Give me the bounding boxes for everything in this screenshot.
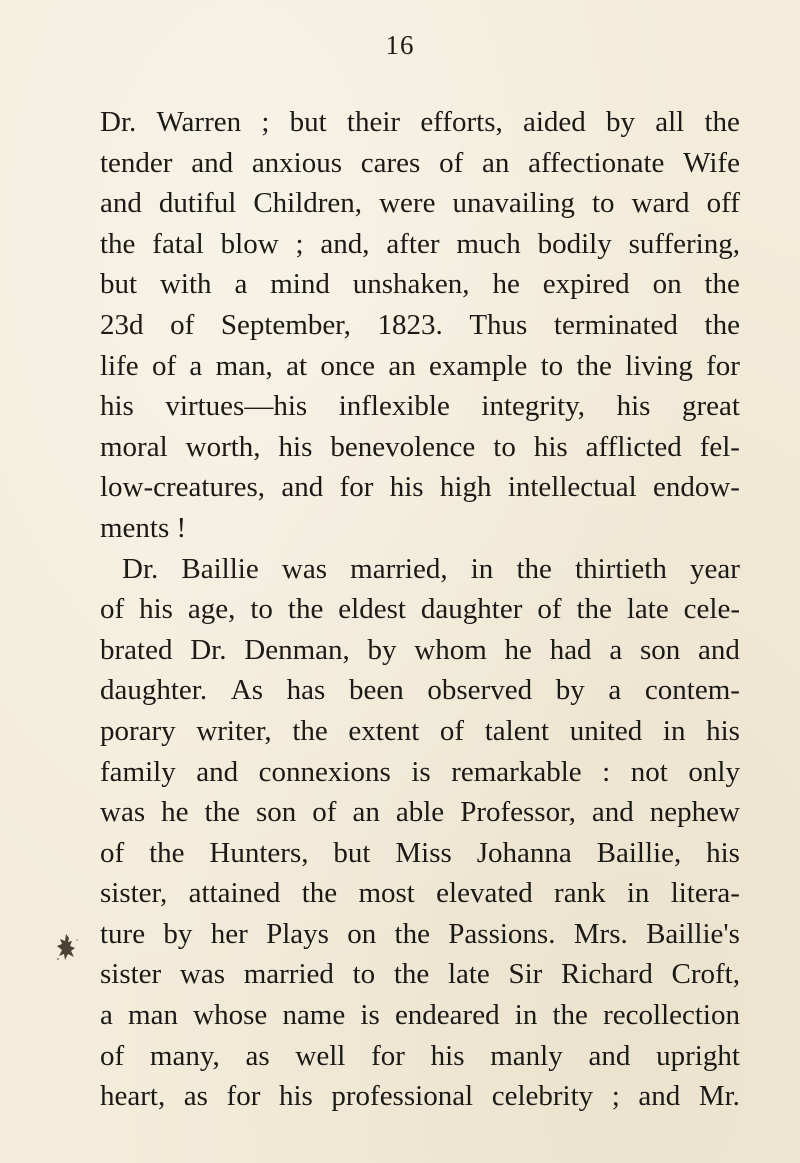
word: ture: [100, 917, 146, 950]
word: connexions: [258, 755, 391, 788]
text-line: [100, 467, 740, 508]
text-line: [100, 670, 740, 711]
word: for: [226, 1080, 261, 1113]
word: his: [616, 390, 651, 423]
word: and: [588, 1039, 631, 1072]
word: the: [704, 268, 740, 301]
word: name: [282, 999, 346, 1032]
word: Children,: [253, 187, 363, 220]
word: of: [100, 593, 125, 626]
word: Baillie's: [646, 917, 740, 950]
word: is: [360, 999, 380, 1032]
word: !: [176, 511, 187, 544]
word: his: [533, 430, 568, 463]
word: aided: [522, 106, 586, 138]
word: Croft,: [671, 958, 740, 991]
word: and: [698, 633, 740, 666]
word: As: [230, 674, 263, 707]
word: Miss: [395, 836, 452, 869]
word: to: [250, 593, 273, 626]
word: whom: [414, 633, 487, 666]
word: the: [204, 796, 240, 829]
text-line: [100, 630, 740, 671]
word: Baillie: [181, 552, 259, 585]
word: worth,: [185, 430, 261, 463]
word: a: [189, 349, 203, 382]
word: a: [609, 633, 623, 666]
word: on: [347, 917, 377, 950]
word: whose: [193, 999, 268, 1032]
word: 23d: [100, 308, 144, 341]
word: fel-: [699, 430, 740, 463]
word: life: [100, 349, 139, 382]
word: intellectual: [507, 471, 637, 504]
word: his: [139, 593, 173, 626]
word: been: [348, 674, 404, 707]
word: great: [681, 390, 740, 423]
word: and: [100, 187, 142, 220]
word: his: [706, 836, 740, 869]
word: example: [429, 349, 528, 382]
word: man,: [215, 349, 273, 382]
word: was: [179, 958, 226, 991]
text-line: [100, 508, 740, 549]
word: Dr.: [100, 106, 137, 138]
word: to: [540, 349, 564, 382]
word: was: [100, 796, 146, 829]
text-line: [100, 549, 740, 590]
word: ments: [100, 511, 170, 544]
text-line: [100, 752, 740, 793]
text-line: [100, 224, 740, 265]
word: married,: [350, 552, 448, 585]
word: ward: [631, 187, 690, 220]
word: of: [439, 146, 464, 179]
word: and: [196, 755, 239, 788]
word: a: [608, 674, 622, 707]
word: his: [389, 471, 424, 504]
word: to: [591, 187, 615, 220]
text-line: [100, 711, 740, 752]
word: heart,: [100, 1080, 166, 1113]
word: :: [602, 755, 611, 788]
word: is: [411, 755, 431, 788]
text-line: [100, 914, 740, 955]
word: his: [430, 1039, 465, 1072]
text-line: [100, 386, 740, 427]
word: well: [295, 1039, 346, 1072]
word: his: [100, 390, 134, 423]
word: ;: [295, 227, 304, 260]
word: with: [159, 268, 212, 301]
word: for: [371, 1039, 405, 1072]
word: united: [569, 714, 643, 747]
word: in: [662, 714, 686, 747]
text-line: [100, 183, 740, 224]
word: the: [287, 593, 324, 626]
text-line: [100, 346, 740, 387]
word: Mrs.: [573, 917, 628, 950]
word: most: [358, 877, 415, 910]
word: tender: [100, 146, 173, 179]
word: remarkable: [451, 755, 582, 788]
word: family: [100, 755, 176, 788]
word: the: [704, 106, 740, 138]
word: attained: [188, 877, 281, 910]
word: had: [549, 633, 592, 666]
word: daughter: [420, 593, 523, 626]
word: a: [234, 268, 248, 301]
word: extent: [348, 714, 420, 747]
word: an: [481, 146, 510, 179]
page-number: 16: [385, 30, 415, 60]
word: Warren: [156, 106, 242, 138]
text-line: [100, 427, 740, 468]
word: he: [161, 796, 189, 829]
word: late: [626, 593, 669, 626]
text-line: [100, 995, 740, 1036]
word: has: [286, 674, 326, 707]
word: and: [591, 796, 634, 829]
word: benevolence: [330, 430, 476, 463]
text-line: [100, 264, 740, 305]
text-line: [100, 1036, 740, 1077]
word: sister: [100, 958, 162, 991]
word: of: [100, 1039, 125, 1072]
word: and: [281, 471, 324, 504]
word: Dr.: [122, 552, 159, 585]
word: eldest: [338, 593, 406, 626]
word: much: [456, 227, 521, 260]
word: expired: [542, 268, 630, 301]
word: for: [339, 471, 374, 504]
word: the: [516, 552, 552, 585]
word: the: [301, 877, 338, 910]
word: were: [379, 187, 436, 220]
text-line: [100, 954, 740, 995]
word: in: [470, 552, 494, 585]
word: September,: [220, 308, 351, 341]
word: high: [439, 471, 492, 504]
word: unshaken,: [352, 268, 470, 301]
word: ;: [261, 106, 270, 138]
word: blow: [220, 227, 279, 260]
word: cele-: [683, 593, 740, 626]
word: by: [606, 106, 636, 138]
word: moral: [100, 430, 168, 463]
word: only: [688, 755, 740, 788]
word: but: [100, 268, 138, 301]
word: observed: [427, 674, 533, 707]
word: age,: [187, 593, 236, 626]
word: Thus: [469, 308, 528, 341]
word: by: [367, 633, 397, 666]
word: bodily: [537, 227, 612, 260]
word: his: [706, 714, 740, 747]
word: Richard: [561, 958, 653, 991]
word: sister,: [100, 877, 168, 910]
word: as: [245, 1039, 270, 1072]
word: on: [652, 268, 682, 301]
word: brated: [100, 633, 173, 666]
word: celebrity: [491, 1080, 594, 1113]
text-line: [100, 305, 740, 346]
word: porary: [100, 714, 176, 747]
word: by: [163, 917, 193, 950]
ink-stain: [56, 932, 80, 962]
word: low-creatures,: [100, 471, 266, 504]
word: mind: [270, 268, 330, 301]
word: a: [100, 999, 113, 1032]
word: an: [352, 796, 380, 829]
word: son: [639, 633, 681, 666]
word: Dr.: [190, 633, 227, 666]
word: man: [128, 999, 178, 1032]
word: of: [537, 593, 562, 626]
word: married: [243, 958, 334, 991]
word: late: [447, 958, 490, 991]
word: Wife: [683, 146, 740, 179]
word: Passions.: [448, 917, 556, 950]
word: Plays: [266, 917, 329, 950]
word: nephew: [649, 796, 740, 829]
word: affectionate: [528, 146, 665, 179]
word: he: [504, 633, 532, 666]
word: to: [493, 430, 516, 463]
word: for: [706, 349, 740, 382]
word: at: [286, 349, 308, 382]
word: his: [278, 1080, 313, 1113]
word: but: [289, 106, 327, 138]
word: not: [630, 755, 668, 788]
text-line: [100, 792, 740, 833]
word: off: [706, 187, 740, 220]
word: of: [151, 349, 177, 382]
word: manly: [490, 1039, 563, 1072]
word: thirtieth: [575, 552, 667, 585]
word: Hunters,: [209, 836, 309, 869]
word: terminated: [553, 308, 678, 341]
word: cares: [360, 146, 421, 179]
text-line: [100, 102, 740, 143]
word: son: [255, 796, 297, 829]
word: he: [492, 268, 520, 301]
word: the: [704, 308, 740, 341]
word: living: [625, 349, 693, 382]
word: and: [191, 146, 234, 179]
word: efforts,: [420, 106, 503, 138]
word: his: [278, 430, 313, 463]
word: virtues—his: [165, 390, 308, 423]
text-line: [100, 873, 740, 914]
word: of: [439, 714, 465, 747]
word: was: [281, 552, 327, 585]
word: able: [395, 796, 445, 829]
word: professional: [331, 1080, 474, 1113]
word: suffering,: [628, 227, 740, 260]
word: fatal: [152, 227, 204, 260]
word: in: [626, 877, 650, 910]
word: of: [312, 796, 337, 829]
word: of: [100, 836, 125, 869]
word: as: [183, 1080, 208, 1113]
word: by: [555, 674, 585, 707]
word: Professor,: [460, 796, 576, 829]
word: integrity,: [481, 390, 586, 423]
word: Denman,: [244, 633, 350, 666]
word: the: [552, 999, 588, 1032]
word: of: [170, 308, 195, 341]
word: Baillie,: [596, 836, 682, 869]
word: anxious: [251, 146, 343, 179]
word: in: [514, 999, 538, 1032]
text-line: [100, 143, 740, 184]
word: endeared: [394, 999, 500, 1032]
word: recollection: [603, 999, 740, 1032]
word: the: [394, 917, 430, 950]
word: litera-: [670, 877, 740, 910]
word: ;: [611, 1080, 620, 1113]
word: once: [320, 349, 376, 382]
word: an: [388, 349, 416, 382]
word: but: [333, 836, 371, 869]
word: talent: [484, 714, 550, 747]
word: and,: [320, 227, 370, 260]
word: to: [352, 958, 376, 991]
word: rank: [554, 877, 606, 910]
text-line: [100, 833, 740, 874]
word: upright: [656, 1039, 740, 1072]
word: endow-: [652, 471, 740, 504]
word: Johanna: [476, 836, 572, 869]
word: daughter.: [100, 674, 208, 707]
word: her: [210, 917, 248, 950]
word: the: [576, 593, 612, 626]
word: all: [655, 106, 685, 138]
word: the: [292, 714, 328, 747]
word: Sir: [508, 958, 543, 991]
text-line: [100, 1076, 740, 1117]
word: 1823.: [377, 308, 443, 341]
word: year: [690, 552, 740, 585]
text-line: [100, 589, 740, 630]
word: elevated: [436, 877, 533, 910]
word: unavailing: [452, 187, 575, 220]
word: afflicted: [585, 430, 682, 463]
word: the: [576, 349, 612, 382]
body-text: [100, 102, 740, 1117]
word: Mr.: [698, 1080, 740, 1113]
word: dutiful: [158, 187, 237, 220]
word: the: [149, 836, 185, 869]
word: the: [393, 958, 430, 991]
word: their: [346, 106, 401, 138]
word: after: [386, 227, 440, 260]
word: writer,: [196, 714, 272, 747]
word: contem-: [644, 674, 740, 707]
word: the: [100, 227, 136, 260]
word: many,: [149, 1039, 220, 1072]
word: and: [638, 1080, 681, 1113]
word: inflexible: [338, 390, 450, 423]
